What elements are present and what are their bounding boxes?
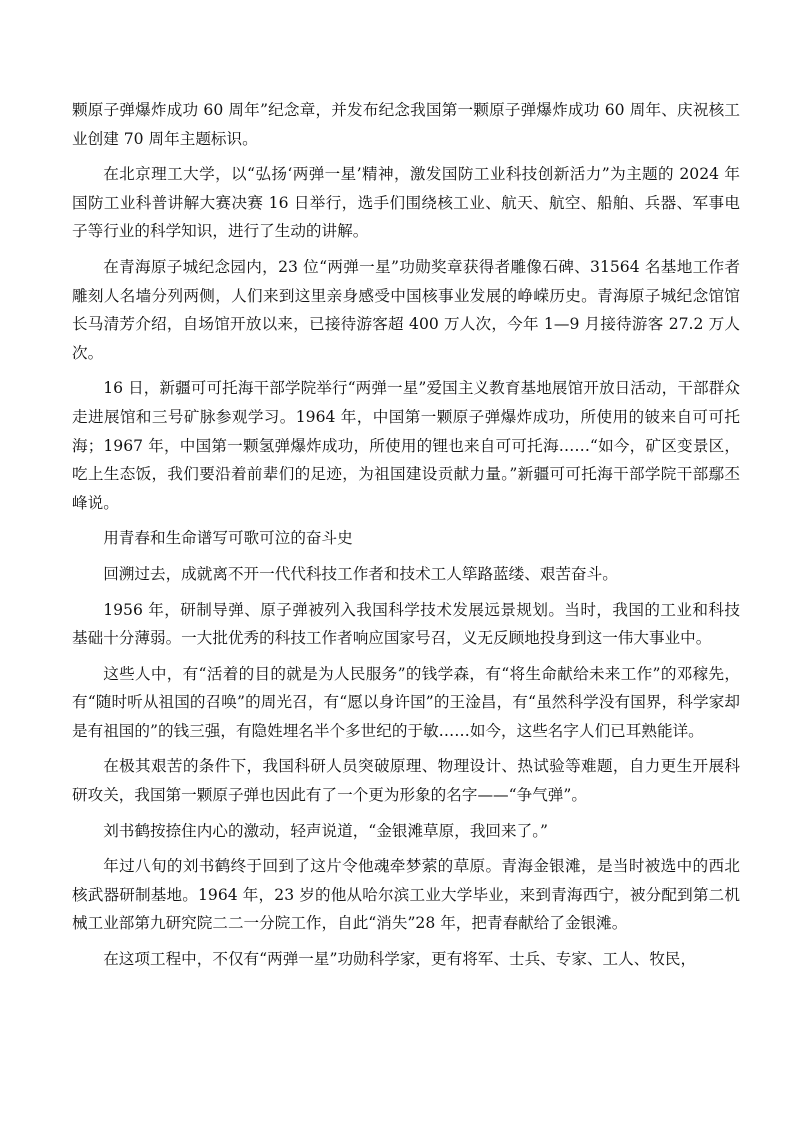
article-body [72,96,740,981]
paragraph-project-people: 在这项工程中，不仅有“两弹一星”功勋科学家，更有将军、士兵、专家、工人、牧民， [103,950,697,969]
paragraph-liu-shuhe-story: 年过八旬的刘书鹤终于回到了这片令他魂牵梦萦的草原。青海金银滩，是当时被选中的西北核武器研制基地。1964 年，23 岁的他从哈尔滨工业大学毕业，来到青海西宁，被分配到第二机械工业部第九研究院二二一分院工作，自此“消失”28 年，把青春献给了金银滩。 [72,857,740,933]
paragraph-hardships: 在极其艰苦的条件下，我国科研人员突破原理、物理设计、热试验等难题，自力更生开展科研攻关，我国第一颗原子弹也因此有了一个更为形象的名字——“争气弹”。 [72,757,740,805]
section-heading: 用青春和生命谱写可歌可泣的奋斗史 [103,529,353,548]
paragraph-scientists: 这些人中，有“活着的目的就是为人民服务”的钱学森，有“将生命献给未来工作”的邓稼先，有“随时听从祖国的召唤”的周光召，有“愿以身许国”的王淦昌，有“虽然科学没有国界，科学家却是有祖国的”的钱三强，有隐姓埋名半个多世纪的于敏……如今，这些名字人们已耳熟能详。 [72,664,740,740]
paragraph-qinghai-atomic-city: 在青海原子城纪念园内，23 位“两弹一星”功勋奖章获得者雕像石碑、31564 名基地工作者雕刻人名墙分列两侧，人们来到这里亲身感受中国核事业发展的峥嵘历史。青海原子城纪念馆馆长马清芳介绍，自场馆开放以来，已接待游客超 400 万人次，今年 1—9 月接待游客 27.2 万人次。 [72,257,740,362]
paragraph-retrospect: 回溯过去，成就离不开一代代科技工作者和技术工人筚路蓝缕、艰苦奋斗。 [103,564,618,583]
paragraph-beijing-institute: 在北京理工大学，以“弘扬‘两弹一星’精神，激发国防工业科技创新活力”为主题的 2024 年国防工业科普讲解大赛决赛 16 日举行，选手们围绕核工业、航天、航空、船舶、兵器、军事电子等行业的科学知识，进行了生动的讲解。 [72,165,740,241]
paragraph-1956-plan: 1956 年，研制导弹、原子弹被列入我国科学技术发展远景规划。当时，我国的工业和科技基础十分薄弱。一大批优秀的科技工作者响应国家号召，义无反顾地投身到这一伟大事业中。 [72,600,740,648]
paragraph-xinjiang-keketuohai: 16 日，新疆可可托海干部学院举行“两弹一星”爱国主义教育基地展馆开放日活动，干部群众走进展馆和三号矿脉参观学习。1964 年，中国第一颗原子弹爆炸成功，所使用的铍来自可可托海；1967 年，中国第一颗氢弹爆炸成功，所使用的锂也来自可可托海……“如今，矿区变景区，吃上生态饭，我们要沿着前辈们的足迹，为祖国建设贡献力量。”新疆可可托海干部学院干部鄢丕峰说。 [72,379,740,512]
paragraph-liu-shuhe-quote: 刘书鹤按捺住内心的激动，轻声说道，“金银滩草原，我回来了。” [103,821,548,840]
paragraph-continuation: 颗原子弹爆炸成功 60 周年”纪念章，并发布纪念我国第一颗原子弹爆炸成功 60 周年、庆祝核工业创建 70 周年主题标识。 [72,101,740,148]
